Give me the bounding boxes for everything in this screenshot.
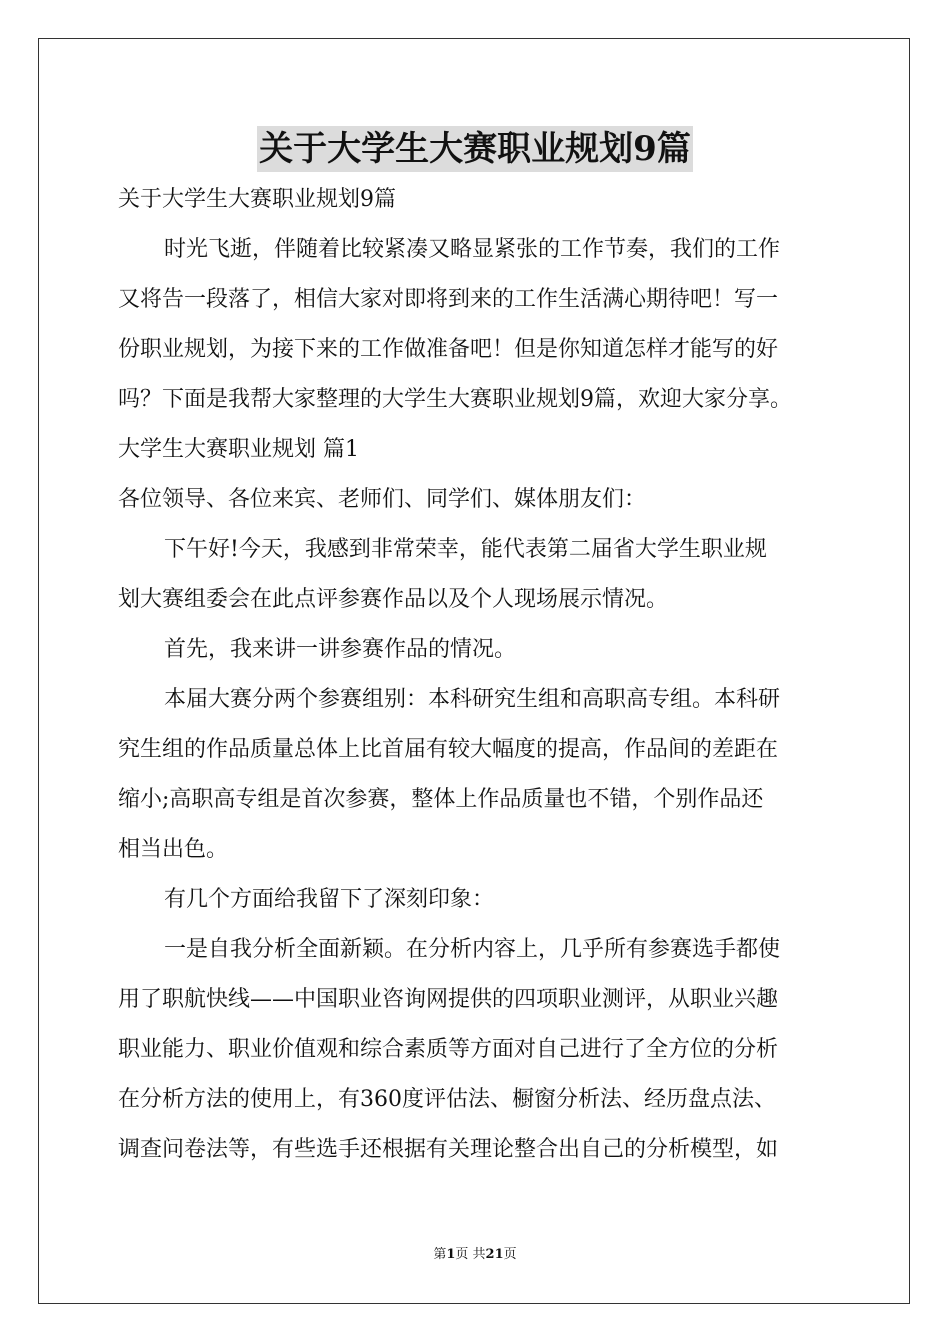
- text-line: 时光飞逝，伴随着比较紧凑又略显紧张的工作节奏，我们的工作: [164, 237, 781, 262]
- text-line: 本届大赛分两个参赛组别：本科研究生组和高职高专组。本科研: [164, 687, 781, 712]
- text-line: 究生组的作品质量总体上比首届有较大幅度的提高，作品间的差距在: [118, 737, 779, 762]
- footer-mid: 页 共: [455, 1247, 486, 1262]
- text-line: 份职业规划，为接下来的工作做准备吧！但是你知道怎样才能写的好: [118, 337, 779, 362]
- text-line: 用了职航快线——中国职业咨询网提供的四项职业测评，从职业兴趣: [118, 987, 779, 1012]
- text-line: 有几个方面给我留下了深刻印象：: [164, 887, 495, 912]
- text-line: 调查问卷法等，有些选手还根据有关理论整合出自己的分析模型，如: [118, 1137, 779, 1162]
- footer-suffix: 页: [503, 1247, 517, 1262]
- footer-total-pages: 21: [485, 1247, 504, 1262]
- text-line: 划大赛组委会在此点评参赛作品以及个人现场展示情况。: [118, 587, 669, 612]
- text-line: 在分析方法的使用上，有360度评估法、橱窗分析法、经历盘点法、: [118, 1087, 776, 1112]
- text-line: 下午好!今天，我感到非常荣幸，能代表第二届省大学生职业规: [164, 537, 767, 562]
- footer-prefix: 第: [433, 1247, 447, 1262]
- text-line: 又将告一段落了，相信大家对即将到来的工作生活满心期待吧！写一: [118, 287, 779, 312]
- page-footer: [0, 1245, 950, 1265]
- text-line: 各位领导、各位来宾、老师们、同学们、媒体朋友们：: [118, 487, 647, 512]
- text-line: 相当出色。: [118, 837, 229, 862]
- text-line: 首先，我来讲一讲参赛作品的情况。: [164, 637, 517, 662]
- title-container: [0, 126, 950, 172]
- text-line: 一是自我分析全面新颖。在分析内容上，几乎所有参赛选手都使: [164, 937, 781, 962]
- text-line: 吗？下面是我帮大家整理的大学生大赛职业规划9篇，欢迎大家分享。: [118, 387, 792, 412]
- footer-current-page: 1: [446, 1247, 456, 1262]
- text-line: 关于大学生大赛职业规划9篇: [118, 187, 396, 212]
- document-title: 关于大学生大赛职业规划9篇: [257, 126, 693, 172]
- document-body: [118, 175, 838, 1175]
- text-line: 缩小;高职高专组是首次参赛，整体上作品质量也不错，个别作品还: [118, 787, 764, 812]
- text-line: 大学生大赛职业规划 篇1: [118, 437, 359, 462]
- text-line: 职业能力、职业价值观和综合素质等方面对自己进行了全方位的分析: [118, 1037, 779, 1062]
